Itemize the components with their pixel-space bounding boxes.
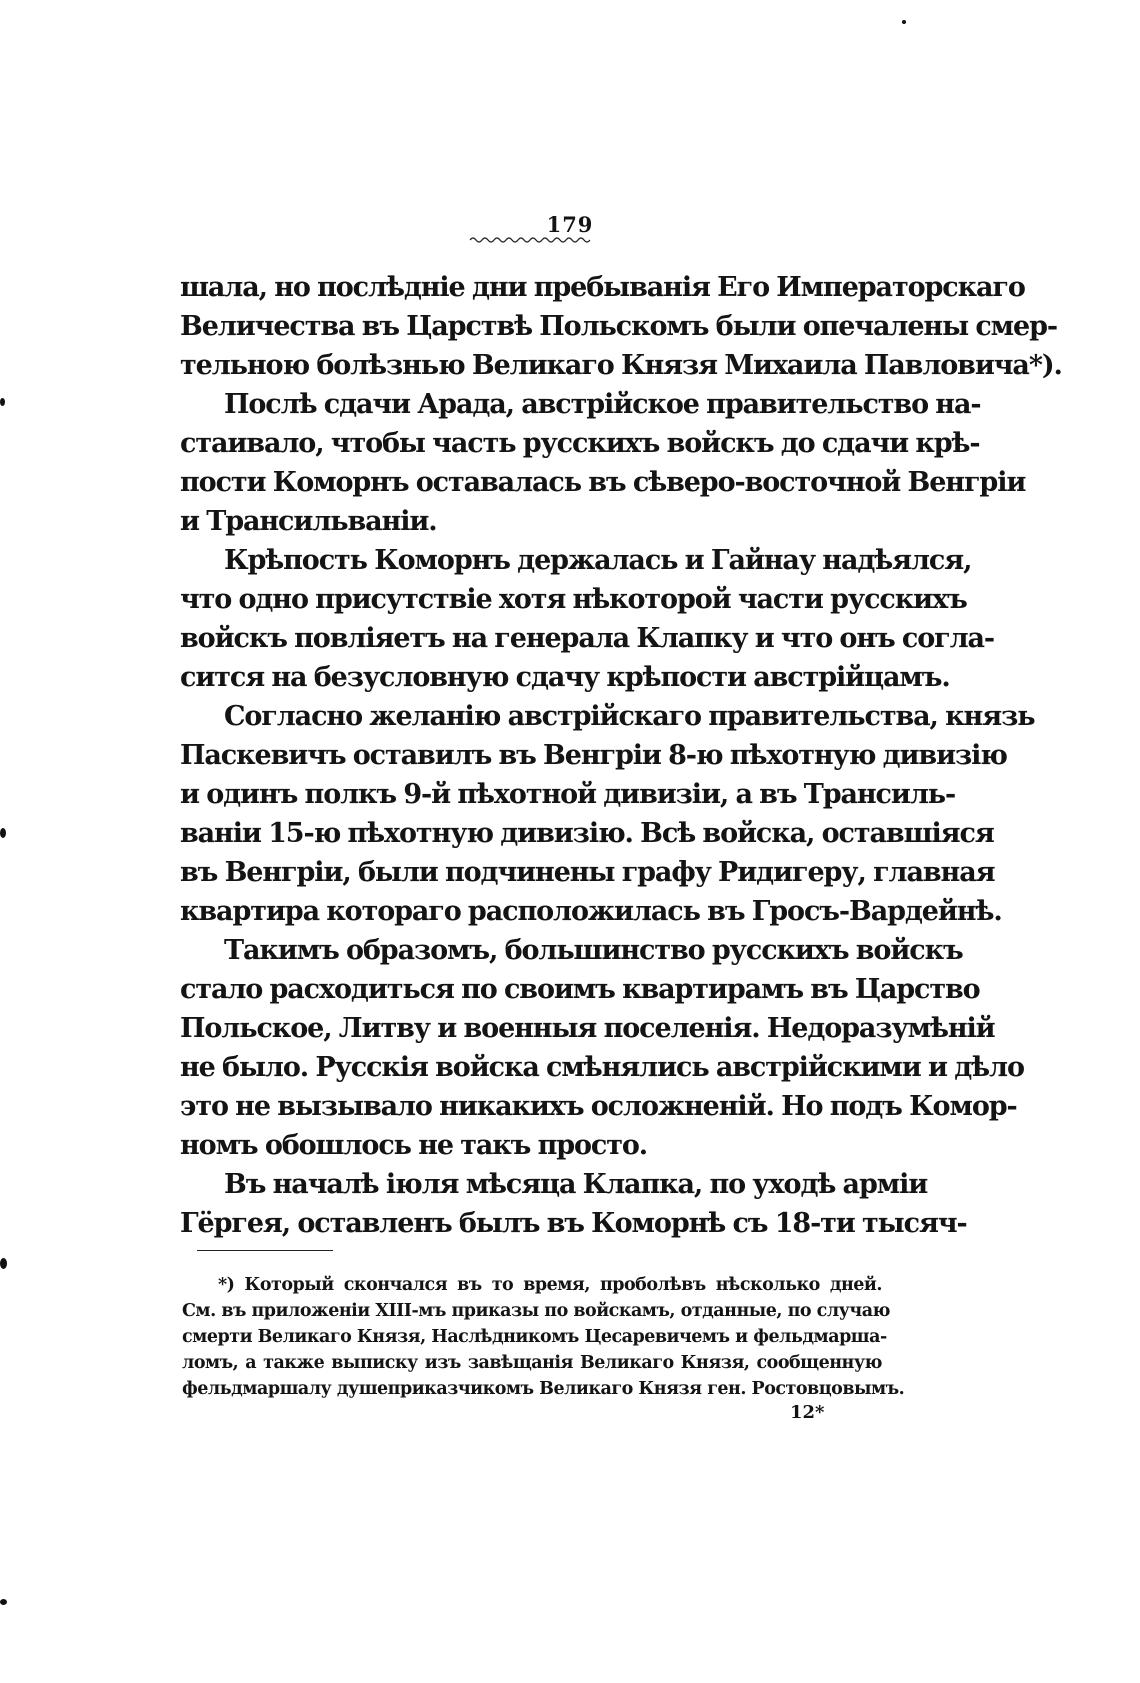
text-line: шала, но послѣдніе дни пребыванія Его Императорскаго: [180, 272, 1025, 303]
scan-speck: [0, 398, 5, 406]
text-line: и одинъ полкъ 9-й пѣхотной дивизіи, а въ Трансиль-: [180, 779, 956, 810]
text-line: ваніи 15-ю пѣхотную дивизію. Всѣ войска, оставшіяся: [180, 818, 994, 849]
footnote-line: См. въ приложеніи XIII-мъ приказы по войскамъ, отданные, по случаю: [182, 1301, 890, 1321]
text-line: это не вызывало никакихъ осложненій. Но подъ Комор-: [180, 1091, 1017, 1122]
footnote-divider: [197, 1250, 333, 1251]
page-number: 179: [546, 212, 594, 237]
text-line: тельною болѣзнью Великаго Князя Михаила Павловича*).: [180, 350, 1062, 381]
text-line: Величества въ Царствѣ Польскомъ были опечалены смер-: [180, 311, 1058, 342]
text-line: Такимъ образомъ, большинство русскихъ войскъ: [224, 935, 963, 966]
text-line: Въ началѣ іюля мѣсяца Клапка, по уходѣ арміи: [224, 1169, 928, 1200]
footnote-line: фельдмаршалу душеприказчикомъ Великаго Князя ген. Ростовцовымъ.: [182, 1379, 905, 1399]
scan-speck: [0, 828, 6, 838]
footnote: [182, 1272, 905, 1402]
text-line: и Трансильваніи.: [180, 506, 437, 537]
text-line: въ Венгріи, были подчинены графу Ридигеру, главная: [180, 857, 995, 888]
body-text: [180, 268, 1062, 1243]
text-line: что одно присутствіе хотя нѣкоторой части русскихъ: [180, 584, 967, 615]
text-line: не было. Русскія войска смѣнялись австрійскими и дѣло: [180, 1052, 1024, 1083]
footnote-line: ломъ, а также выписку изъ завѣщанія Великаго Князя, сообщенную: [182, 1353, 882, 1373]
text-line: Гёргея, оставленъ былъ въ Коморнѣ съ 18-ти тысяч-: [180, 1208, 967, 1239]
text-line: стало расходиться по своимъ квартирамъ въ Царство: [180, 974, 980, 1005]
text-line: номъ обошлось не такъ просто.: [180, 1130, 648, 1161]
page-number-ornament: [470, 236, 590, 244]
sheet-signature: 12*: [790, 1402, 825, 1423]
footnote-line: *) Который скончался въ то время, проболѣвъ нѣсколько дней.: [218, 1275, 882, 1295]
text-line: сится на безусловную сдачу крѣпости австрійцамъ.: [180, 662, 950, 693]
text-line: Крѣпость Коморнъ держалась и Гайнау надѣялся,: [224, 545, 972, 576]
text-line: Паскевичъ оставилъ въ Венгріи 8-ю пѣхотную дивизію: [180, 740, 1007, 771]
text-line: пости Коморнъ оставалась въ сѣверо-восточной Венгріи: [180, 467, 1026, 498]
text-line: Согласно желанію австрійскаго правительства, князь: [224, 701, 1035, 732]
scan-speck: [0, 1258, 7, 1269]
scan-speck: [902, 20, 906, 24]
scan-speck: [0, 1599, 7, 1605]
text-line: Послѣ сдачи Арада, австрійское правительство на-: [224, 389, 981, 420]
footnote-line: смерти Великаго Князя, Наслѣдникомъ Цесаревичемъ и фельдмарша-: [182, 1327, 887, 1347]
text-line: стаивало, чтобы часть русскихъ войскъ до сдачи крѣ-: [180, 428, 980, 459]
text-line: квартира котораго расположилась въ Гросъ-Вардейнѣ.: [180, 896, 1002, 927]
text-line: Польское, Литву и военныя поселенія. Недоразумѣній: [180, 1013, 995, 1044]
text-line: войскъ повліяетъ на генерала Клапку и что онъ согла-: [180, 623, 995, 654]
